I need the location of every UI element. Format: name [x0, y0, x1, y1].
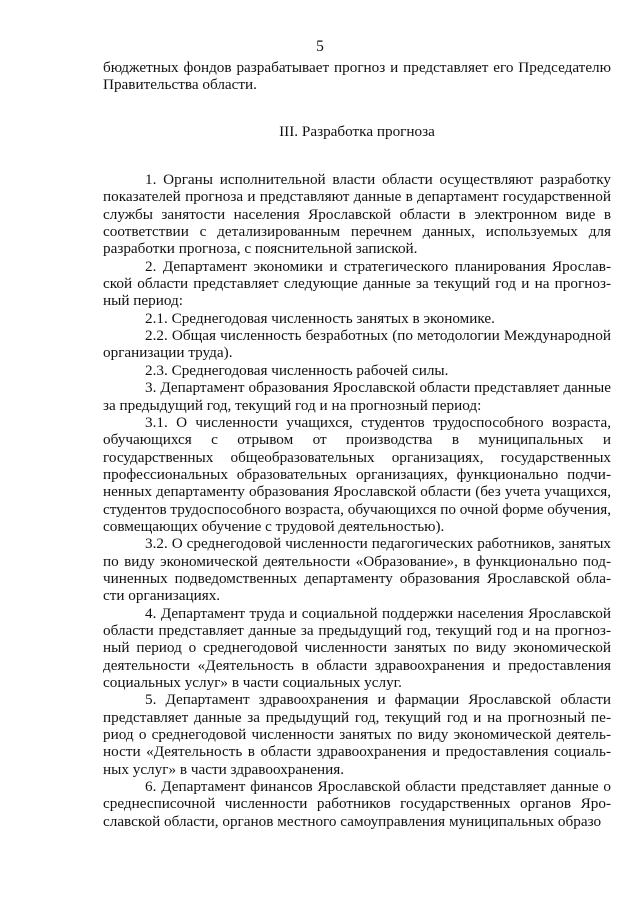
paragraph-2-3: 2.3. Среднегодовая численность рабочей силы. — [145, 361, 449, 379]
document-body — [103, 59, 611, 830]
paragraph-2-1: 2.1. Среднегодовая численность занятых в экономике. — [145, 309, 495, 327]
paragraph-1: 1. Органы исполнительной власти области осуществляют разработку показателей прогноза и представляют данные в департамент государственной службы занятости населения Ярославской области в электронном виде в соответствии с детализированным перечнем данных, используемых для разработки прогноза, с пояснительной запиской. — [103, 171, 611, 258]
continuation-paragraph: бюджетных фондов разрабатывает прогноз и представляет его Председателю Правительства области. — [103, 59, 611, 94]
paragraph-3: 3. Департамент образования Ярославской области представляет данные за предыдущий год, текущий год и на прогнозный период: — [103, 379, 611, 414]
paragraph-3-1: 3.1. О численности учащихся, студентов трудоспособного возраста, обучающихся с отрывом от производства в муниципальных и государственных общеобразовательных организациях, государственных профессиональных образовательных организациях, функционально подчиненных департаменту образования Ярославской области (без учета учащихся, студентов трудоспособного возраста, обучающихся по очной форме обучения, совмещающих обучение с трудовой деятельностью). — [103, 413, 611, 535]
paragraph-5: 5. Департамент здравоохранения и фармации Ярославской области представляет данные за предыдущий год, текущий год и на прогнозный период о среднегодовой численности занятых по виду экономической деятельности «Деятельность в области здравоохранения и предоставления социальных услуг» в части здравоохранения. — [103, 691, 611, 778]
section-title: III. Разработка прогноза — [279, 122, 435, 140]
paragraph-6: 6. Департамент финансов Ярославской области представляет данные о среднесписочной численности работников государственных органов Ярославской области, органов местного самоуправления муниципальных образо — [103, 778, 611, 830]
paragraph-4: 4. Департамент труда и социальной поддержки населения Ярославской области представляет данные за предыдущий год, текущий год и на прогнозный период о среднегодовой численности занятых по виду экономической деятельности «Деятельность в области здравоохранения и предоставления социальных услуг» в части социальных услуг. — [103, 604, 611, 691]
page-number: 5 — [316, 38, 324, 55]
paragraph-2-2: 2.2. Общая численность безработных (по методологии Международной организации труда). — [103, 327, 611, 362]
paragraph-2: 2. Департамент экономики и стратегического планирования Ярославской области представляет следующие данные за текущий год и на прогнозный период: — [103, 257, 611, 310]
paragraph-3-2: 3.2. О среднегодовой численности педагогических работников, занятых по виду экономической деятельности «Образование», в функционально подчиненных подведомственных департаменту образования Ярославской области организациях. — [103, 535, 611, 605]
